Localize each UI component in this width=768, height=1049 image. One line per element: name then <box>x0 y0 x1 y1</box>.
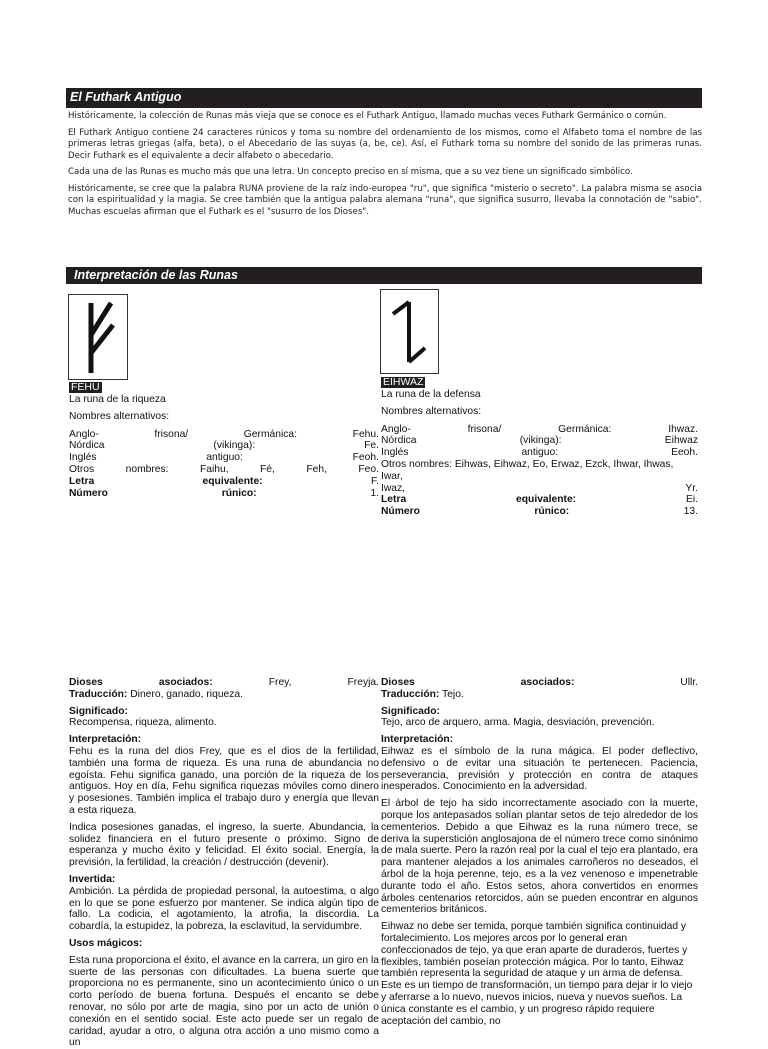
eihwaz-alt-row: Anglo- frisona/ Germánica: Ihwaz. <box>381 423 698 435</box>
fehu-rune-icon <box>69 295 127 379</box>
intro-paragraph: Históricamente, se cree que la palabra RUNA proviene de la raíz indo-europea "ru", que significa "misterio o secreto". La palabra misma se asocia con la espiritualidad y la magia. Se cree también que la antigua palabra alemana "runa", que significa susurro, llevaba la connotación de "sabio". Muchas escuelas afirman que el Futhark es el "susurro de los Dioses". <box>68 183 702 217</box>
fehu-alt-row: Otros nombres: Faihu, Fé, Feh, Feo. <box>69 463 379 475</box>
fehu-meaning-section <box>69 677 379 1049</box>
eihwaz-other-names: Otros nombres: Eihwas, Eihwaz, Eo, Erwaz, Ezck, Ihwar, Ihwas, Iwar, <box>381 458 674 482</box>
intro-text <box>68 111 702 223</box>
eihwaz-meaning-text: Tejo, arco de arquero, arma. Magia, desviación, prevención. <box>381 717 655 729</box>
eihwaz-alt-row: Nórdica (vikinga): Eihwaz <box>381 435 698 447</box>
fehu-translation: Traducción: Dinero, ganado, riqueza. <box>69 688 244 700</box>
fehu-interp-text: Fehu es la runa del dios Frey, que es el dios de la fertilidad, también una forma de riqueza. Es una runa de abundancia no egoísta. Fehu significa ganado, una porción de la riqueza de los antiguos. Hoy en día, Fehu significa riquezas móviles como dinero y posesiones. También implica el trabajo duro y energía que llevan a esta riqueza. <box>69 745 379 816</box>
eihwaz-subtitle: La runa de la defensa <box>381 389 481 400</box>
eihwaz-details <box>381 389 698 518</box>
fehu-alt-row: Inglés antiguo: Feoh. <box>69 452 379 464</box>
eihwaz-rune-image <box>380 289 439 374</box>
fehu-subtitle: La runa de la riqueza <box>69 394 166 405</box>
fehu-gods-row: Dioses asociados: Frey, Freyja. <box>69 677 379 688</box>
eihwaz-interp-text: Eihwaz no debe ser temida, porque también significa continuidad y fortalecimiento. Los mejores arcos por lo general eran confeccionados de tejo, ya que eran aparte de duraderos, fuertes y flexibles, también poseían protección mágica. Por lo tanto, Eihwaz también representa la seguridad de ataque y un arma de defensa. Este es un tiempo de transformación, un tiempo para dejar ir lo viejo y aferrarse a lo nuevo, nuevos inicios, nueva y nuevos sueños. La única constante es el cambio, y un progreso rápido requiere aceptación del cambio, no <box>381 921 693 1027</box>
fehu-number-row: Número rúnico: 1. <box>69 487 379 499</box>
section-heading-futhark: El Futhark Antiguo <box>66 88 702 108</box>
eihwaz-meaning-label: Significado: <box>381 705 440 717</box>
fehu-magic-label: Usos mágicos: <box>69 937 143 949</box>
intro-paragraph: El Futhark Antiguo contiene 24 caracteres rúnicos y toma su nombre del ordenamiento de los mismos, como el Alfabeto toma el nombre de las primeras letras griegas (alfa, beta), o el Abecedario de las suyas (a, be, ce). Así, el Futhark toma su nombre del sonido de las primeras runas. Decir Futhark es el equivalente a decir alfabeto o abecedario. <box>68 127 702 161</box>
eihwaz-interp-text: El árbol de tejo ha sido incorrectamente asociado con la muerte, porque los antepasados solían plantar setos de tejo alrededor de los cementerios. Debido a que Eihwaz es la runa número trece, se deriva la superstición anglosajona de el número trece como sinónimo de mala suerte. Pero la razón real por la cual el tejo era plantado, era para mantener alejados a los animales carroñeros no deseados, el árbol de la hoja perenne, tejo, es a la vez venenoso e impenetrable durante todo el año. Estos setos, ahora convertidos en enormes árboles centenarios retorcidos, aún se pueden encontrar en algunos cementerios británicos. <box>381 798 698 916</box>
fehu-interp-text: Indica posesiones ganadas, el ingreso, la suerte. Abundancia, la solidez financiera en el futuro presente o próximo. Signo de esperanza y mucho éxito y felicidad. El éxito social. Energía, la previsión, la fertilidad, la creación / destrucción (devenir). <box>69 821 379 869</box>
fehu-alt-names-label: Nombres alternativos: <box>69 410 170 422</box>
eihwaz-letter-row: Letra equivalente: Ei. <box>381 494 698 506</box>
eihwaz-number-row: Número rúnico: 13. <box>381 506 698 518</box>
eihwaz-name-tag: EIHWAZ <box>383 376 424 388</box>
fehu-details <box>69 394 379 499</box>
fehu-alt-row: Anglo- frisona/ Germánica: Fehu. <box>69 428 379 440</box>
eihwaz-other-names-cont: Iwaz, Yr. <box>381 482 698 494</box>
fehu-interp-label: Interpretación: <box>69 734 142 746</box>
eihwaz-alt-row: Inglés antiguo: Eeoh. <box>381 447 698 459</box>
intro-paragraph: Cada una de las Runas es mucho más que una letra. Un concepto preciso en sí misma, que a su vez tiene un significado simbólico. <box>68 167 633 177</box>
eihwaz-meaning-section <box>381 677 698 1027</box>
fehu-meaning-text: Recompensa, riqueza, alimento. <box>69 717 217 729</box>
eihwaz-alt-names-label: Nombres alternativos: <box>381 405 482 417</box>
fehu-name-tag: FEHU <box>71 381 100 393</box>
intro-paragraph: Históricamente, la colección de Runas más vieja que se conoce es el Futhark Antiguo, llamado muchas veces Futhark Germánico o común. <box>68 111 667 121</box>
fehu-inverted-text: Ambición. La pérdida de propiedad personal, la autoestima, o algo en lo que se pone esfuerzo por mantener. Se indica algún tipo de fallo. La codicia, el agotamiento, la atrofia, la discordia. La cobardía, la estupidez, la pobreza, la esclavitud, la servidumbre. <box>69 885 379 933</box>
fehu-letter-row: Letra equivalente: F. <box>69 475 379 487</box>
fehu-meaning-label: Significado: <box>69 705 128 717</box>
eihwaz-gods-row: Dioses asociados: Ullr. <box>381 677 698 688</box>
fehu-alt-row: Nórdica (vikinga): Fe. <box>69 440 379 452</box>
eihwaz-interp-label: Interpretación: <box>381 734 454 746</box>
eihwaz-translation: Traducción: Tejo. <box>381 688 464 700</box>
eihwaz-rune-icon <box>381 290 438 373</box>
fehu-rune-image <box>68 294 128 380</box>
fehu-inverted-label: Invertida: <box>69 873 116 885</box>
eihwaz-interp-text: Eihwaz es el símbolo de la runa mágica. El poder deflectivo, defensivo o de evitar una situación te pertenecen. Paciencia, perseverancia, previsión y protección en contra de ataques inesperados. Conocimiento en la adversidad. <box>381 745 698 793</box>
section-heading-interpretation: Interpretación de las Runas <box>66 267 702 284</box>
fehu-magic-text: Esta runa proporciona el éxito, el avance en la carrera, un giro en la suerte de las personas con dificultades. La buena suerte que proporciona no es permanente, sino un acontecimiento único o un corto período de buena fortuna. Después el encanto se debe renovar, no sólo por arte de magia, sino por un acto de unión o conexión en el sentido social. Este acto puede ser un regalo de caridad, ayudar a otro, o alguna otra acción a uno mismo como a un <box>69 954 379 1049</box>
